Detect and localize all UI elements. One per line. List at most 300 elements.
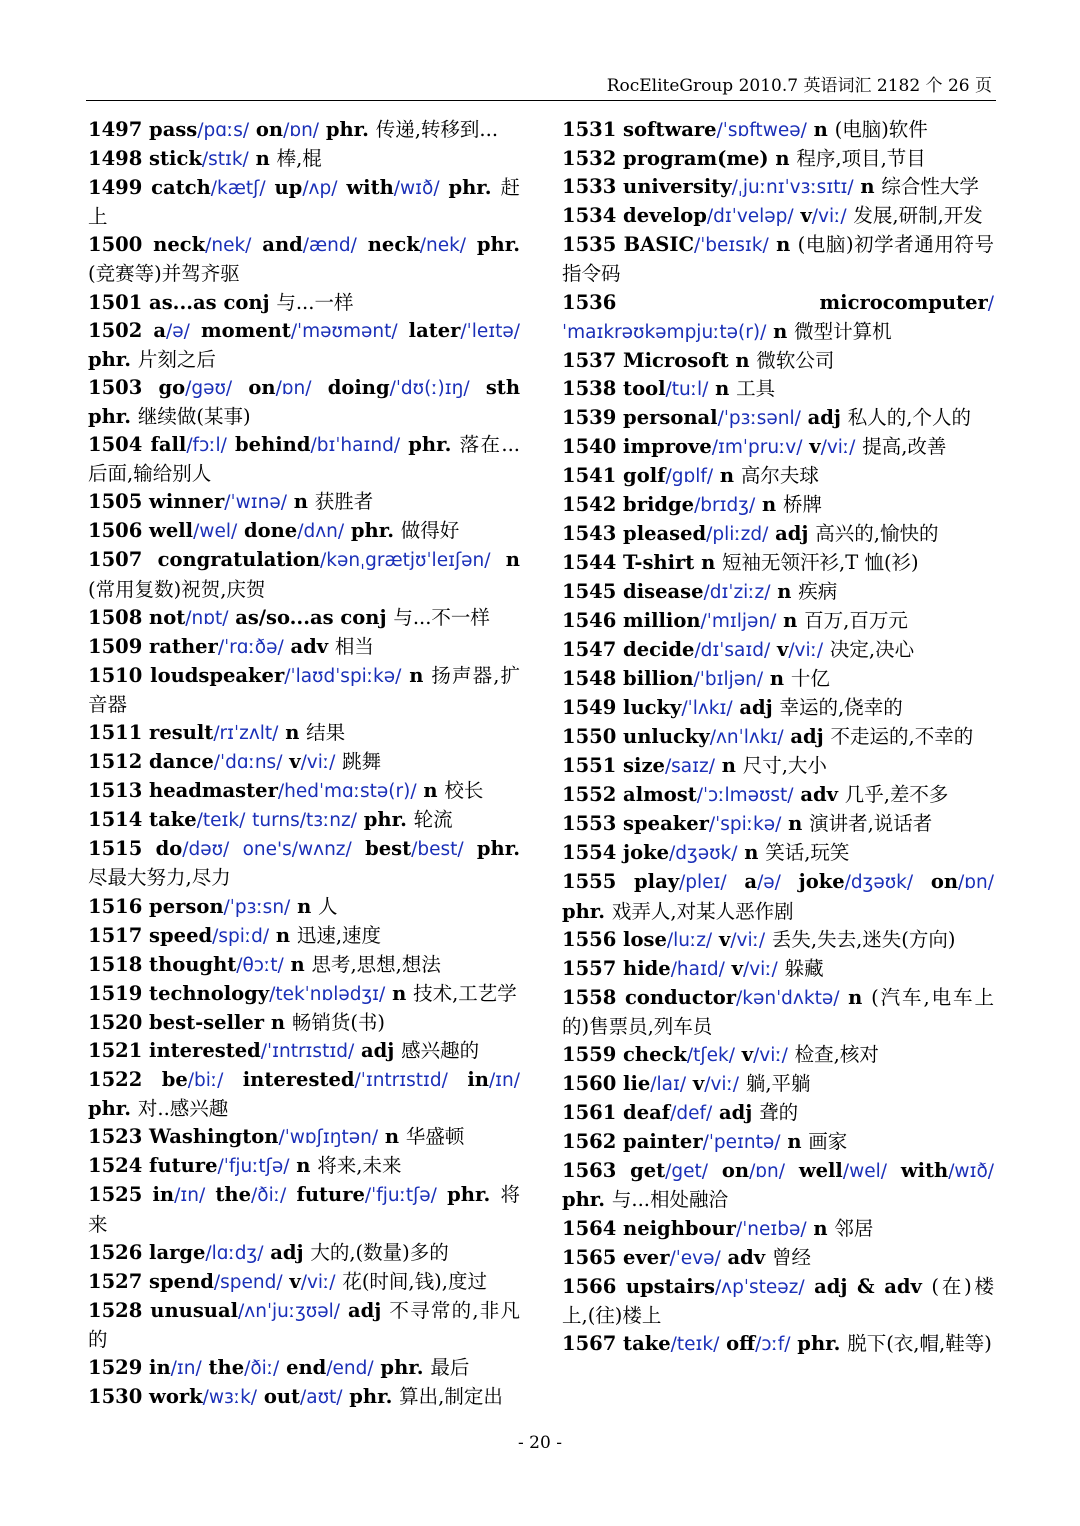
vocab-entry <box>88 806 520 835</box>
gloss: 高兴的,愉快的 <box>815 522 939 546</box>
phonetic: /ɔːf/ <box>755 1333 791 1355</box>
phonetic: /ˈbeɪsɪk/ <box>693 235 769 257</box>
entry-word: 1527 spend <box>88 1269 214 1293</box>
entry-word: n <box>713 464 741 488</box>
phonetic: /ˈneɪbə/ <box>735 1218 807 1240</box>
entry-word: 1560 lie <box>562 1072 651 1096</box>
gloss: 华盛顿 <box>405 1125 465 1149</box>
entry-word: 1545 disease <box>562 579 704 603</box>
phonetic: /teɪk/ <box>196 810 246 832</box>
phonetic: /ˈwɒʃɪŋtən/ <box>278 1127 379 1149</box>
phonetic: /gɒlf/ <box>665 466 714 488</box>
entry-word <box>823 638 830 661</box>
vocab-entry <box>562 462 994 491</box>
phonetic: /aʊt/ <box>300 1387 343 1409</box>
entry-word: as/so...as conj <box>228 605 394 629</box>
gloss: 获胜者 <box>314 490 374 514</box>
phonetic: /ðiː/ <box>251 1185 287 1207</box>
entry-word: n <box>416 779 445 803</box>
vocab-entry <box>562 116 994 145</box>
vocab-column-right <box>562 116 994 1359</box>
gloss: 大的,(数量)多的 <box>310 1240 449 1264</box>
entry-word: the <box>205 1183 252 1207</box>
gloss: 微软公司 <box>756 348 835 372</box>
entry-word: 1542 bridge <box>562 493 695 517</box>
phonetic: /nɒt/ <box>185 607 229 629</box>
entry-word: n <box>763 666 791 690</box>
vocab-entry <box>88 317 520 374</box>
phonetic: /ɒn/ <box>958 872 994 894</box>
phonetic: /ænd/ <box>302 235 357 257</box>
entry-word: 1550 unlucky <box>562 724 710 748</box>
entry-word: 1537 Microsoft n <box>562 348 757 372</box>
vocab-entry <box>562 1099 994 1128</box>
gloss: 传递,转移到... <box>375 118 499 141</box>
gloss: 与...一样 <box>276 290 354 314</box>
vocab-entry <box>562 1041 994 1070</box>
phonetic: /dɪˈsaɪd/ <box>694 639 771 661</box>
phonetic: /viː/ <box>753 1045 788 1066</box>
gloss: 提高,改善 <box>862 435 947 459</box>
entry-word: 1547 decide <box>562 637 695 661</box>
vocab-entry <box>562 694 994 723</box>
phonetic: /θɔːt/ <box>236 954 284 976</box>
entry-word: adv <box>720 1245 772 1269</box>
vocab-entry <box>88 1123 520 1152</box>
phonetic: /kənˌgrætjʊˈleɪʃən/ <box>320 550 491 572</box>
phonetic: /viː/ <box>300 752 336 774</box>
phonetic: /ʌnˈlʌkɪ/ <box>709 726 784 748</box>
vocab-entry <box>562 520 994 549</box>
vocab-entry <box>88 289 520 317</box>
entry-word: 1554 joke <box>562 841 670 865</box>
phonetic: /haɪd/ <box>670 958 725 980</box>
entry-word: 1513 headmaster <box>88 779 278 803</box>
vocab-entry <box>562 781 994 810</box>
entry-word: adv <box>283 634 335 658</box>
gloss: 不走运的,不幸的 <box>830 724 974 748</box>
gloss: 将来 <box>88 1183 520 1236</box>
entry-word: on <box>708 1159 750 1183</box>
phonetic: /stɪk/ <box>201 149 249 171</box>
vocab-entry <box>562 810 994 839</box>
entry-word: 1521 interested <box>88 1039 261 1062</box>
vocab-entry <box>88 546 520 603</box>
phonetic: /ðiː/ <box>244 1358 280 1380</box>
phonetic: /tʃek/ <box>686 1045 735 1066</box>
entry-word: 1565 ever <box>562 1245 670 1269</box>
gloss: (汽车,电车上的)售票员,列车员 <box>562 985 994 1038</box>
gloss: (电脑)初学者通用符号指令码 <box>562 233 994 286</box>
gloss: 算出,制定出 <box>399 1385 503 1409</box>
entry-word: phr. <box>344 519 401 543</box>
phonetic: /ˈsɒftweə/ <box>716 120 807 141</box>
phonetic: /bɪˈhaɪnd/ <box>310 435 401 457</box>
entry-word: phr. <box>88 1097 138 1121</box>
gloss: 疾病 <box>798 579 838 603</box>
entry-word: 1520 best-seller n <box>88 1010 292 1034</box>
phonetic: /luːz/ <box>666 929 713 951</box>
vocab-entry <box>88 1009 520 1037</box>
entry-word: phr. <box>790 1331 848 1355</box>
gloss: 百万,百万元 <box>804 608 908 632</box>
vocab-entry <box>88 431 520 488</box>
vocab-entry <box>88 1268 520 1297</box>
entry-word: 1567 take <box>562 1331 671 1355</box>
phonetic: /dɪˈveləp/ <box>706 206 794 228</box>
phonetic: /pliːzd/ <box>706 524 769 546</box>
entry-word: 1498 stick <box>88 147 202 171</box>
phonetic: /ɪn/ <box>174 1185 206 1207</box>
page-header <box>86 74 996 101</box>
phonetic: /ˈlaʊdˈspiːkə/ <box>284 665 402 687</box>
entry-word: 1528 unusual <box>88 1298 239 1322</box>
entry-word: 1534 develop <box>562 204 707 228</box>
entry-word: 1531 software <box>562 118 717 141</box>
gloss: 躲藏 <box>784 956 824 980</box>
phonetic: /ˈwɪnə/ <box>224 492 287 514</box>
vocab-entry <box>562 289 994 347</box>
phonetic: /spiːd/ <box>212 925 270 947</box>
entry-word: adj <box>768 522 816 546</box>
phonetic: /ˈevə/ <box>669 1247 721 1269</box>
entry-word: 1548 billion <box>562 666 694 690</box>
gloss: 程序,项目,节目 <box>796 147 926 171</box>
entry-word: 1502 a <box>88 318 166 342</box>
gloss: 综合性大学 <box>881 175 979 199</box>
entry-word <box>778 957 785 980</box>
vocab-entry <box>88 1066 520 1123</box>
entry-word: 1499 catch <box>88 176 211 200</box>
entry-word: adj <box>783 724 831 748</box>
phonetic: /tɜːnz/ <box>299 810 357 832</box>
phonetic: /dʒəʊk/ <box>844 872 914 894</box>
phonetic: /ˈfjuːtʃə/ <box>364 1185 437 1207</box>
entry-word: end <box>279 1356 327 1380</box>
entry-word: v <box>793 204 812 228</box>
entry-word: 1538 tool <box>562 376 666 400</box>
entry-word: 1517 speed <box>88 923 213 947</box>
vocab-entry <box>88 145 520 174</box>
gloss: 继续做(某事) <box>137 404 251 428</box>
vocab-entry <box>88 951 520 980</box>
entry-word: n <box>289 1154 318 1178</box>
entry-word: v <box>802 435 821 459</box>
phonetic: /lɑːdʒ/ <box>205 1242 264 1264</box>
gloss: 片刻之后 <box>137 347 216 371</box>
gloss: 思考,思想,想法 <box>311 952 441 976</box>
entry-word: 1523 Washington <box>88 1125 279 1149</box>
entry-word: 1552 almost <box>562 783 697 807</box>
vocab-entry <box>88 174 520 231</box>
phonetic: /get/ <box>665 1161 709 1183</box>
phonetic: /ˈpeɪntə/ <box>702 1132 781 1154</box>
entry-word: v <box>712 927 731 951</box>
phonetic: /wɪð/ <box>393 178 440 200</box>
phonetic: /ə/ <box>166 320 190 342</box>
gloss: 结果 <box>306 720 346 744</box>
phonetic: /ɒn/ <box>283 120 320 141</box>
entry-word: n <box>806 118 835 141</box>
phonetic: /viː/ <box>704 1074 740 1096</box>
entry-word: v <box>734 1043 754 1066</box>
phonetic: /ʌpˈsteəz/ <box>714 1276 805 1298</box>
gloss: 高尔夫球 <box>740 464 819 488</box>
vocab-entry <box>562 984 994 1041</box>
entry-word: adj <box>263 1240 311 1264</box>
entry-word: off <box>719 1331 756 1355</box>
vocab-entry <box>88 1383 520 1412</box>
gloss: 对..感兴趣 <box>137 1097 229 1121</box>
phonetic: /brɪdʒ/ <box>694 495 756 517</box>
gloss: 决定,决心 <box>829 637 915 661</box>
entry-word: phr. <box>466 233 520 257</box>
phonetic-word: one's <box>242 839 292 861</box>
vocab-entry <box>562 839 994 868</box>
entry-word: phr. <box>562 899 612 923</box>
entry-word: 1546 million <box>562 608 701 632</box>
phonetic: /ˈpɜːsn/ <box>223 896 291 918</box>
entry-word: v <box>724 956 743 980</box>
phonetic: /wɜːk/ <box>202 1387 258 1409</box>
entry-word: well <box>785 1159 843 1183</box>
entry-word: adj <box>340 1298 390 1322</box>
phonetic: /ɪmˈpruːv/ <box>711 437 803 459</box>
entry-word: interested <box>223 1068 355 1092</box>
entry-word: adj <box>354 1039 402 1062</box>
gloss: 校长 <box>444 779 484 803</box>
vocab-entry <box>88 1181 520 1238</box>
entry-word: with <box>886 1159 949 1183</box>
gloss: (在)楼上,(往)楼上 <box>562 1274 995 1327</box>
gloss: 短袖无领汗衫,T 恤(衫) <box>722 551 919 575</box>
vocab-entry <box>88 777 520 806</box>
entry-word: phr. <box>562 1188 612 1212</box>
entry-word: phr. <box>356 808 414 832</box>
entry-word: n <box>755 493 783 517</box>
vocab-entry <box>562 955 994 984</box>
phonetic: /ˈspiːkə/ <box>708 814 782 836</box>
vocab-entry <box>562 1215 994 1244</box>
phonetic: /kætʃ/ <box>210 178 266 200</box>
entry-word: 1557 hide <box>562 956 671 980</box>
header-text: RocEliteGroup 2010.7 英语词汇 2182 个 26 页 <box>606 76 992 96</box>
phonetic: /biː/ <box>187 1070 224 1092</box>
vocab-entry <box>88 748 520 777</box>
entry-word: 1510 loudspeaker <box>88 663 285 687</box>
phonetic: /ˈbɪljən/ <box>693 668 764 690</box>
phonetic: /rɪˈzʌlt/ <box>213 722 279 744</box>
vocab-entry <box>88 1152 520 1181</box>
vocab-entry <box>88 719 520 748</box>
entry-word: phr. <box>463 837 521 861</box>
entry-word: out <box>257 1385 301 1409</box>
gloss: 发展,研制,开发 <box>853 204 983 228</box>
entry-word: 1509 rather <box>88 634 218 658</box>
entry-word: n <box>839 985 872 1009</box>
entry-word: 1508 not <box>88 605 186 629</box>
gloss: 几乎,差不多 <box>844 783 949 807</box>
entry-word: 1515 do <box>88 837 183 861</box>
phonetic: /wɪð/ <box>948 1161 994 1183</box>
entry-word: up <box>265 176 303 200</box>
entry-word: 1522 be <box>88 1068 188 1092</box>
entry-word: n <box>378 1125 406 1149</box>
entry-word: 1524 future <box>88 1154 218 1178</box>
gloss: 笑话,玩笑 <box>765 841 850 865</box>
entry-word: 1514 take <box>88 808 197 832</box>
entry-word: n <box>853 175 882 199</box>
entry-word: n <box>290 894 319 918</box>
vocab-entry <box>88 980 520 1009</box>
entry-word: neck <box>356 233 420 257</box>
gloss: 跳舞 <box>342 750 382 774</box>
entry-word: the <box>201 1356 245 1380</box>
entry-word: 1566 upstairs <box>562 1274 715 1298</box>
phonetic: /ˈleɪtə/ <box>460 320 520 342</box>
phonetic: /dəʊ/ <box>182 839 230 861</box>
entry-word: n <box>278 720 307 744</box>
entry-word: n <box>737 841 766 865</box>
entry-word: n <box>768 233 798 257</box>
phonetic: /viː/ <box>820 437 856 459</box>
gloss: 畅销货(书) <box>291 1010 386 1034</box>
entry-word: 1511 result <box>88 720 214 744</box>
vocab-entry <box>562 1273 994 1330</box>
entry-word: 1543 pleased <box>562 522 707 546</box>
vocab-entry <box>562 752 994 781</box>
phonetic: /ʌnˈjuːʒʊəl/ <box>238 1300 340 1322</box>
entry-word: 1549 lucky <box>562 695 682 719</box>
phonetic: /ˌjuːnɪˈvɜːsɪtɪ/ <box>731 177 854 199</box>
vocab-entry <box>562 1157 994 1214</box>
phonetic: /ˈɪntrɪstɪd/ <box>260 1041 355 1062</box>
entry-word: behind <box>226 433 311 457</box>
phonetic: /ˈdɑːns/ <box>213 752 283 774</box>
vocab-entry <box>88 604 520 633</box>
vocab-entry <box>562 636 994 665</box>
entry-word: sth phr. <box>88 375 520 428</box>
entry-word: 1504 fall <box>88 433 187 457</box>
entry-word: later <box>397 318 461 342</box>
entry-word: 1558 conductor <box>562 985 737 1009</box>
vocab-entry <box>562 347 994 375</box>
gloss: 检查,核对 <box>794 1043 879 1066</box>
phonetic: /dʒəʊk/ <box>669 843 738 865</box>
entry-word: 1553 speaker <box>562 812 709 836</box>
phonetic: /wel/ <box>842 1161 887 1183</box>
gloss: 不寻常的,非凡的 <box>88 1298 521 1351</box>
vocab-entry <box>562 1128 994 1157</box>
entry-word: 1503 go <box>88 375 186 399</box>
entry-word: best <box>351 837 412 861</box>
vocab-entry <box>88 1037 520 1066</box>
vocab-entry <box>88 1239 520 1268</box>
entry-word: n <box>806 1216 835 1240</box>
phonetic: /ˈɪntrɪstɪd/ <box>354 1070 448 1092</box>
entry-word: 1507 congratulation <box>88 548 320 572</box>
entry-word: and <box>251 233 303 257</box>
phonetic: /ə/ <box>757 872 781 894</box>
vocab-entry <box>88 893 520 922</box>
entry-word: 1501 as...as conj <box>88 290 277 314</box>
gloss: 戏弄人,对某人恶作剧 <box>611 899 794 923</box>
gloss: 人 <box>318 894 338 918</box>
entry-word: n <box>781 812 810 836</box>
gloss: 聋的 <box>759 1101 799 1125</box>
gloss: 相当 <box>334 634 374 658</box>
entry-word: n <box>490 548 520 572</box>
phonetic: /ˈmaɪkrəʊkəmpjuːtə(r)/ <box>562 292 994 343</box>
gloss: 邻居 <box>834 1216 874 1240</box>
phonetic: /wel/ <box>193 521 238 543</box>
entry-word: moment <box>189 318 291 342</box>
vocab-entry <box>562 868 994 925</box>
vocab-entry <box>562 491 994 520</box>
entry-word: 1551 size <box>562 754 665 778</box>
entry-word <box>788 1043 795 1066</box>
gloss: 最后 <box>430 1356 470 1380</box>
entry-word: v <box>282 750 301 774</box>
phonetic: /laɪ/ <box>650 1074 687 1096</box>
gloss: 花(时间,钱),度过 <box>342 1269 487 1293</box>
phonetic: /viː/ <box>811 206 847 228</box>
entry-word: n <box>283 952 312 976</box>
phonetic: /saɪz/ <box>664 756 715 778</box>
gloss: 赶上 <box>88 176 520 229</box>
vocab-entry <box>562 231 994 288</box>
entry-word: adj <box>712 1101 760 1125</box>
gloss: 工具 <box>736 376 776 400</box>
gloss: 丢失,失去,迷失(方向) <box>771 927 956 951</box>
vocab-entry <box>562 665 994 694</box>
gloss: 棒,棍 <box>276 147 322 171</box>
phonetic: /wʌnz/ <box>291 839 352 861</box>
entry-word <box>229 837 242 860</box>
entry-word: n <box>248 147 277 171</box>
phonetic: /teɪk/ <box>670 1333 720 1355</box>
entry-word: 1518 thought <box>88 952 237 976</box>
entry-word: n <box>770 579 799 603</box>
phonetic: /ʌp/ <box>302 178 338 200</box>
phonetic: /gəʊ/ <box>185 377 233 399</box>
gloss: 演讲者,说话者 <box>809 812 933 836</box>
vocab-entry <box>562 549 994 577</box>
entry-word: 1556 lose <box>562 927 667 951</box>
gloss: 幸运的,侥幸的 <box>779 695 903 719</box>
entry-word: n <box>385 981 414 1005</box>
entry-word: phr. <box>88 347 138 371</box>
entry-word: on <box>913 870 959 894</box>
phonetic: /viː/ <box>742 958 778 980</box>
phonetic: /nek/ <box>419 235 467 257</box>
page-number: - 20 - <box>518 1433 562 1453</box>
entry-word: on <box>232 375 276 399</box>
gloss: (竞赛等)并驾齐驱 <box>88 262 240 286</box>
entry-word: 1532 program(me) n <box>562 147 797 171</box>
gloss: 技术,工艺学 <box>413 981 517 1005</box>
gloss: 画家 <box>808 1130 848 1154</box>
phonetic: /ˈfjuːtʃə/ <box>217 1156 290 1178</box>
entry-word: v <box>770 637 789 661</box>
entry-word: 1505 winner <box>88 490 225 514</box>
vocab-entry <box>88 116 520 145</box>
phonetic-word: turns <box>252 810 300 832</box>
entry-word: joke <box>780 870 845 894</box>
entry-word: phr. <box>342 1385 400 1409</box>
entry-word: 1516 person <box>88 894 224 918</box>
gloss: 躺,平躺 <box>745 1072 811 1096</box>
